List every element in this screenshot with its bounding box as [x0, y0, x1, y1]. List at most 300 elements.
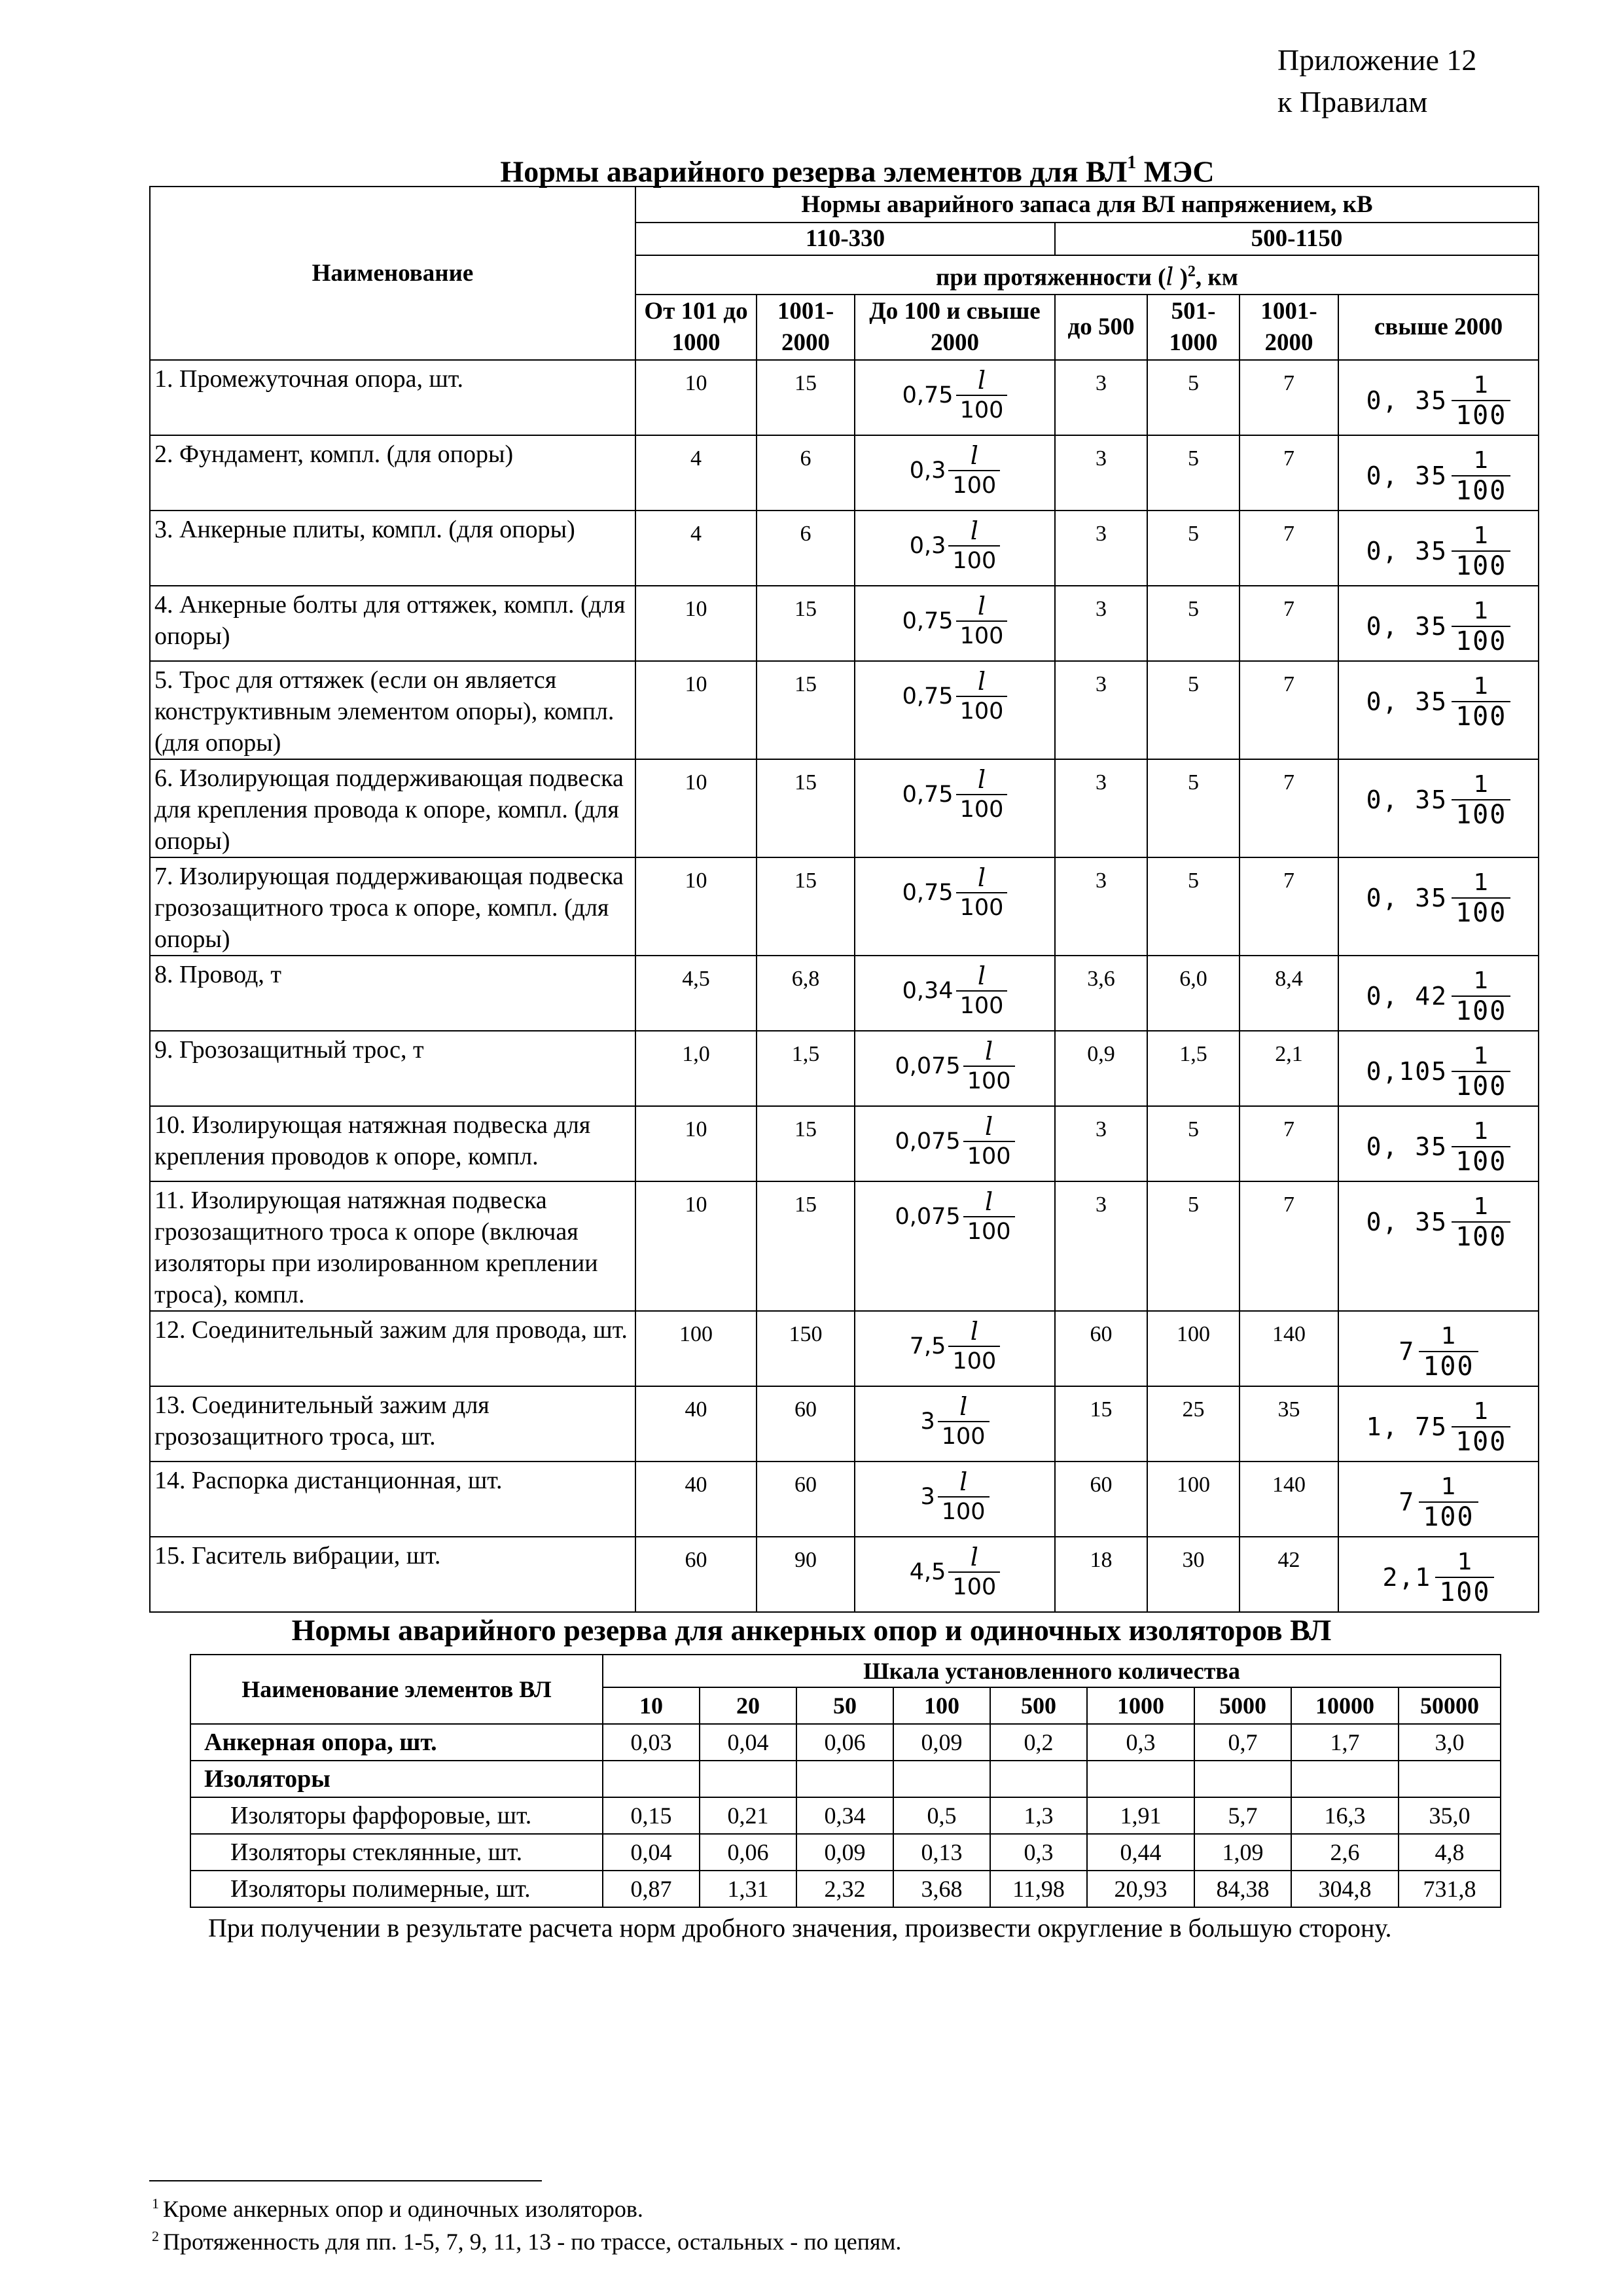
table1-title-text: Нормы аварийного резерва элементов для ВЛ — [500, 154, 1128, 188]
cell-up-to-500: 3,6 — [1055, 956, 1147, 1031]
cell-formula-110-330 — [855, 1106, 1055, 1181]
cell-501-1000: 5 — [1147, 1106, 1240, 1181]
cell-101-1000: 4 — [635, 511, 757, 586]
header-col-2: 1001-2000 — [757, 295, 855, 360]
fraction-denominator: 100 — [938, 1421, 990, 1451]
formula — [1366, 1193, 1511, 1251]
table2-row-label: Изоляторы фарфоровые, шт. — [190, 1797, 603, 1834]
cell-formula-500-1150 — [1338, 435, 1539, 511]
table2-row-label: Изоляторы полимерные, шт. — [190, 1871, 603, 1907]
fraction-denominator: 100 — [956, 696, 1008, 726]
row-name: 7. Изолирующая поддерживающая подвеска грозозащитного троса к опоре, компл. (для опоры) — [150, 857, 635, 956]
cell-formula-110-330 — [855, 661, 1055, 759]
table-row — [190, 1761, 1501, 1797]
header-length-unit: , км — [1195, 264, 1238, 291]
fraction-denominator: 100 — [1452, 1146, 1510, 1176]
table2-cell: 0,04 — [700, 1724, 796, 1761]
cell-1001-2000-b: 140 — [1240, 1311, 1338, 1386]
formula-coefficient: 7,5 — [909, 1333, 946, 1359]
cell-501-1000: 5 — [1147, 661, 1240, 759]
cell-up-to-500: 3 — [1055, 857, 1147, 956]
cell-formula-110-330 — [855, 1311, 1055, 1386]
table2-cell: 0,3 — [990, 1834, 1087, 1871]
formula — [895, 1187, 1014, 1246]
formula-coefficient: 0,75 — [902, 880, 954, 906]
fraction — [1452, 371, 1510, 430]
cell-1001-2000-b: 140 — [1240, 1462, 1338, 1537]
formula — [910, 516, 1000, 575]
formula-coefficient: 3 — [920, 1408, 935, 1435]
table-row — [150, 586, 1539, 661]
table2-cell: 1,91 — [1087, 1797, 1194, 1834]
table1-title — [46, 147, 1623, 190]
cell-up-to-500: 0,9 — [1055, 1031, 1147, 1106]
fraction — [1452, 1117, 1510, 1176]
table2-cell: 1,31 — [700, 1871, 796, 1907]
row-name: 10. Изолирующая натяжная подвеска для крепления проводов к опоре, компл. — [150, 1106, 635, 1181]
table2-cell: 11,98 — [990, 1871, 1087, 1907]
table2-cell — [893, 1761, 990, 1797]
fraction-denominator: 100 — [956, 990, 1008, 1020]
fraction — [1452, 1042, 1510, 1101]
cell-1001-2000: 90 — [757, 1537, 855, 1612]
table2-cell: 20,93 — [1087, 1871, 1194, 1907]
cell-1001-2000: 15 — [757, 360, 855, 435]
table-row — [150, 1386, 1539, 1462]
cell-1001-2000-b: 7 — [1240, 857, 1338, 956]
header-name: Наименование — [150, 187, 635, 360]
fraction-denominator: 100 — [1452, 550, 1510, 581]
row-name: 2. Фундамент, компл. (для опоры) — [150, 435, 635, 511]
header-voltage-110-330: 110-330 — [635, 223, 1055, 255]
cell-501-1000: 30 — [1147, 1537, 1240, 1612]
formula-coefficient: 1, 75 — [1366, 1412, 1448, 1441]
cell-up-to-500: 3 — [1055, 661, 1147, 759]
formula-coefficient: 0,075 — [895, 1204, 961, 1230]
row-name: 14. Распорка дистанционная, шт. — [150, 1462, 635, 1537]
fraction-denominator: 100 — [948, 470, 1000, 500]
fraction — [938, 1392, 990, 1451]
table1-title-footnote-mark: 1 — [1127, 152, 1137, 173]
fraction-denominator: 100 — [1419, 1501, 1478, 1532]
footnote-1 — [152, 2188, 643, 2225]
cell-1001-2000-b: 7 — [1240, 435, 1338, 511]
table2-title: Нормы аварийного резерва для анкерных опор и одиночных изоляторов ВЛ — [291, 1613, 1332, 1647]
fraction-numerator: l — [970, 1543, 978, 1571]
table-row — [190, 1797, 1501, 1834]
table2-scale-0: 10 — [603, 1687, 700, 1724]
formula — [920, 1392, 989, 1451]
table2-cell: 0,7 — [1194, 1724, 1291, 1761]
cell-501-1000: 25 — [1147, 1386, 1240, 1462]
table-row — [150, 759, 1539, 857]
formula-coefficient: 0, 35 — [1366, 785, 1448, 814]
formula-coefficient: 0,34 — [902, 978, 954, 1004]
formula — [910, 1543, 1000, 1602]
fraction — [956, 765, 1008, 824]
row-name: 9. Грозозащитный трос, т — [150, 1031, 635, 1106]
header-col-3: До 100 и свыше 2000 — [855, 295, 1055, 360]
formula-coefficient: 0, 35 — [1366, 537, 1448, 565]
cell-501-1000: 5 — [1147, 435, 1240, 511]
cell-101-1000: 10 — [635, 661, 757, 759]
fraction — [948, 441, 1000, 500]
table-row — [150, 1031, 1539, 1106]
table2-cell — [1087, 1761, 1194, 1797]
row-name: 3. Анкерные плиты, компл. (для опоры) — [150, 511, 635, 586]
cell-formula-500-1150 — [1338, 661, 1539, 759]
cell-formula-500-1150 — [1338, 1031, 1539, 1106]
formula-coefficient: 0,75 — [902, 781, 954, 808]
appendix-line-1: Приложение 12 — [1277, 43, 1477, 77]
fraction — [963, 1037, 1015, 1096]
table2-scale-3: 100 — [893, 1687, 990, 1724]
table2-cell — [1399, 1761, 1501, 1797]
formula-coefficient: 0,105 — [1366, 1057, 1448, 1086]
formula — [1366, 967, 1511, 1026]
cell-101-1000: 60 — [635, 1537, 757, 1612]
anchor-insulator-body — [190, 1724, 1501, 1907]
cell-1001-2000: 1,5 — [757, 1031, 855, 1106]
fraction — [1452, 597, 1510, 656]
header-col-7: свыше 2000 — [1338, 295, 1539, 360]
cell-501-1000: 5 — [1147, 1181, 1240, 1311]
row-name: 13. Соединительный зажим для грозозащитного троса, шт. — [150, 1386, 635, 1462]
formula-coefficient: 7 — [1399, 1488, 1416, 1516]
appendix-line-2: к Правилам — [1277, 85, 1428, 118]
cell-formula-500-1150 — [1338, 586, 1539, 661]
formula — [1366, 1397, 1511, 1456]
formula — [1366, 869, 1511, 927]
footnote-1-text: Кроме анкерных опор и одиночных изоляторов. — [163, 2196, 643, 2222]
formula — [1366, 1117, 1511, 1176]
fraction-numerator: l — [985, 1037, 993, 1066]
formula-coefficient: 0,3 — [909, 533, 946, 559]
table2-cell: 0,2 — [990, 1724, 1087, 1761]
fraction — [963, 1187, 1015, 1246]
formula — [910, 1317, 1000, 1376]
header-voltage-500-1150: 500-1150 — [1055, 223, 1539, 255]
cell-501-1000: 5 — [1147, 857, 1240, 956]
cell-501-1000: 5 — [1147, 759, 1240, 857]
table2-scale-4: 500 — [990, 1687, 1087, 1724]
cell-101-1000: 40 — [635, 1462, 757, 1537]
table-row — [150, 1106, 1539, 1181]
table-row — [150, 360, 1539, 435]
cell-formula-500-1150 — [1338, 1462, 1539, 1537]
table2-cell: 0,34 — [796, 1797, 893, 1834]
cell-1001-2000: 150 — [757, 1311, 855, 1386]
cell-101-1000: 10 — [635, 1181, 757, 1311]
fraction-denominator: 100 — [948, 1571, 1000, 1602]
cell-formula-500-1150 — [1338, 759, 1539, 857]
fraction — [1452, 770, 1510, 829]
table2-cell: 3,0 — [1399, 1724, 1501, 1761]
formula — [1399, 1322, 1478, 1381]
fraction-numerator: l — [985, 1112, 993, 1141]
cell-1001-2000-b: 7 — [1240, 360, 1338, 435]
cell-1001-2000-b: 35 — [1240, 1386, 1338, 1462]
cell-1001-2000: 15 — [757, 661, 855, 759]
table2-header-name: Наименование элементов ВЛ — [190, 1655, 603, 1724]
table2-cell: 0,5 — [893, 1797, 990, 1834]
fraction — [963, 1112, 1015, 1171]
cell-formula-110-330 — [855, 586, 1055, 661]
footnote-2-text: Протяженность для пп. 1-5, 7, 9, 11, 13 - по трассе, остальных - по цепям. — [163, 2229, 902, 2255]
table2-scale-2: 50 — [796, 1687, 893, 1724]
formula — [1366, 522, 1511, 581]
fraction-denominator: 100 — [1452, 475, 1510, 505]
table-row — [150, 661, 1539, 759]
fraction-numerator: 1 — [1457, 1549, 1472, 1575]
fraction-denominator: 100 — [1452, 1071, 1510, 1101]
formula — [1366, 770, 1511, 829]
cell-formula-500-1150 — [1338, 1311, 1539, 1386]
formula — [1399, 1473, 1478, 1532]
table2-cell: 4,8 — [1399, 1834, 1501, 1871]
cell-formula-110-330 — [855, 1462, 1055, 1537]
cell-1001-2000: 15 — [757, 1106, 855, 1181]
formula — [895, 1112, 1014, 1171]
fraction — [1452, 1397, 1510, 1456]
fraction — [1419, 1322, 1478, 1381]
table2-cell — [1194, 1761, 1291, 1797]
cell-formula-110-330 — [855, 956, 1055, 1031]
table-row — [150, 857, 1539, 956]
cell-1001-2000-b: 8,4 — [1240, 956, 1338, 1031]
formula — [1366, 672, 1511, 731]
fraction-numerator: 1 — [1473, 1193, 1489, 1220]
cell-formula-110-330 — [855, 435, 1055, 511]
formula-coefficient: 0, 35 — [1366, 1208, 1448, 1236]
cell-1001-2000-b: 42 — [1240, 1537, 1338, 1612]
table2-cell — [603, 1761, 700, 1797]
cell-formula-110-330 — [855, 759, 1055, 857]
table2-cell: 304,8 — [1291, 1871, 1399, 1907]
formula-coefficient: 0, 42 — [1366, 982, 1448, 1011]
table2-scale-6: 5000 — [1194, 1687, 1291, 1724]
fraction-denominator: 100 — [948, 545, 1000, 575]
row-name: 1. Промежуточная опора, шт. — [150, 360, 635, 435]
fraction-numerator: l — [977, 667, 986, 696]
table-row — [150, 956, 1539, 1031]
cell-up-to-500: 3 — [1055, 1106, 1147, 1181]
cell-1001-2000: 15 — [757, 857, 855, 956]
formula-coefficient: 3 — [920, 1484, 935, 1510]
fraction — [1452, 672, 1510, 731]
cell-1001-2000-b: 7 — [1240, 759, 1338, 857]
fraction-denominator: 100 — [963, 1216, 1015, 1246]
fraction — [956, 366, 1008, 425]
table2-cell: 3,68 — [893, 1871, 990, 1907]
table2-cell: 0,09 — [796, 1834, 893, 1871]
cell-formula-500-1150 — [1338, 857, 1539, 956]
cell-101-1000: 10 — [635, 360, 757, 435]
formula — [920, 1467, 989, 1526]
cell-formula-110-330 — [855, 1537, 1055, 1612]
fraction-numerator: l — [977, 961, 986, 990]
cell-101-1000: 10 — [635, 1106, 757, 1181]
fraction-numerator: l — [977, 592, 986, 620]
cell-101-1000: 4,5 — [635, 956, 757, 1031]
fraction — [1452, 869, 1510, 927]
footnote-separator — [149, 2180, 542, 2181]
table-row — [150, 1537, 1539, 1612]
fraction — [1452, 446, 1510, 505]
cell-formula-110-330 — [855, 1386, 1055, 1462]
fraction-numerator: l — [970, 1317, 978, 1346]
header-length-footnote-mark: 2 — [1187, 263, 1196, 281]
cell-up-to-500: 15 — [1055, 1386, 1147, 1462]
row-name: 12. Соединительный зажим для провода, шт. — [150, 1311, 635, 1386]
table2-cell — [700, 1761, 796, 1797]
table2-cell: 0,13 — [893, 1834, 990, 1871]
formula — [1366, 597, 1511, 656]
table2-cell: 0,3 — [1087, 1724, 1194, 1761]
cell-formula-110-330 — [855, 857, 1055, 956]
fraction-denominator: 100 — [1452, 626, 1510, 656]
cell-up-to-500: 3 — [1055, 360, 1147, 435]
cell-501-1000: 100 — [1147, 1311, 1240, 1386]
formula-coefficient: 0, 35 — [1366, 612, 1448, 641]
formula — [902, 366, 1008, 425]
row-name: 5. Трос для оттяжек (если он является конструктивным элементом опоры), компл. (для опоры) — [150, 661, 635, 759]
fraction-denominator: 100 — [948, 1346, 1000, 1376]
cell-1001-2000-b: 2,1 — [1240, 1031, 1338, 1106]
table-row — [150, 1181, 1539, 1311]
fraction-numerator: 1 — [1473, 1043, 1489, 1069]
table2-cell — [796, 1761, 893, 1797]
fraction-denominator: 100 — [1419, 1351, 1478, 1381]
table2-cell: 0,03 — [603, 1724, 700, 1761]
table2-cell: 1,09 — [1194, 1834, 1291, 1871]
table2-scale-5: 1000 — [1087, 1687, 1194, 1724]
header-col-4: до 500 — [1055, 295, 1147, 360]
cell-formula-110-330 — [855, 1031, 1055, 1106]
cell-1001-2000-b: 7 — [1240, 586, 1338, 661]
cell-101-1000: 10 — [635, 759, 757, 857]
header-col-5: 501-1000 — [1147, 295, 1240, 360]
fraction-denominator: 100 — [1452, 701, 1510, 731]
fraction — [1452, 522, 1510, 581]
reserve-norms-table — [149, 186, 1539, 1613]
fraction-numerator: l — [959, 1392, 968, 1421]
header-col-6: 1001-2000 — [1240, 295, 1338, 360]
cell-up-to-500: 3 — [1055, 1181, 1147, 1311]
fraction-numerator: 1 — [1440, 1473, 1456, 1500]
table-row — [150, 1462, 1539, 1537]
fraction — [956, 863, 1008, 922]
fraction-denominator: 100 — [1452, 1426, 1510, 1456]
row-name: 15. Гаситель вибрации, шт. — [150, 1537, 635, 1612]
fraction — [1419, 1473, 1478, 1532]
cell-1001-2000-b: 7 — [1240, 1106, 1338, 1181]
cell-formula-500-1150 — [1338, 1537, 1539, 1612]
cell-up-to-500: 60 — [1055, 1311, 1147, 1386]
cell-1001-2000: 6 — [757, 511, 855, 586]
fraction-denominator: 100 — [1452, 400, 1510, 430]
cell-formula-500-1150 — [1338, 956, 1539, 1031]
table2-header-scale: Шкала установленного количества — [603, 1655, 1501, 1687]
table2-cell: 0,44 — [1087, 1834, 1194, 1871]
header-norms: Нормы аварийного запаса для ВЛ напряжением, кВ — [635, 187, 1539, 223]
reserve-norms-body — [150, 360, 1539, 1612]
table2-cell: 1,7 — [1291, 1724, 1399, 1761]
fraction-numerator: l — [977, 765, 986, 794]
fraction — [1452, 1193, 1510, 1251]
formula — [902, 961, 1008, 1020]
formula-coefficient: 0,75 — [902, 608, 954, 634]
formula-coefficient: 0, 35 — [1366, 884, 1448, 912]
fraction — [938, 1467, 990, 1526]
table2-cell: 2,6 — [1291, 1834, 1399, 1871]
table2-cell: 0,87 — [603, 1871, 700, 1907]
fraction-numerator: 1 — [1473, 673, 1489, 700]
formula-coefficient: 0, 35 — [1366, 386, 1448, 415]
table-row — [150, 435, 1539, 511]
formula — [1366, 371, 1511, 430]
fraction — [948, 1317, 1000, 1376]
formula — [1366, 446, 1511, 505]
fraction-numerator: l — [977, 863, 986, 892]
cell-501-1000: 1,5 — [1147, 1031, 1240, 1106]
fraction — [1435, 1548, 1494, 1607]
fraction-numerator: 1 — [1473, 771, 1489, 798]
fraction-denominator: 100 — [1452, 996, 1510, 1026]
cell-formula-110-330 — [855, 511, 1055, 586]
fraction-numerator: 1 — [1473, 1118, 1489, 1145]
cell-up-to-500: 18 — [1055, 1537, 1147, 1612]
cell-formula-500-1150 — [1338, 360, 1539, 435]
table2-cell: 0,15 — [603, 1797, 700, 1834]
table2-scale-1: 20 — [700, 1687, 796, 1724]
fraction-numerator: l — [970, 441, 978, 470]
row-name: 6. Изолирующая поддерживающая подвеска для крепления провода к опоре, компл. (для опоры) — [150, 759, 635, 857]
table2-row-label: Анкерная опора, шт. — [190, 1724, 603, 1761]
fraction-denominator: 100 — [938, 1496, 990, 1526]
formula — [902, 592, 1008, 651]
cell-up-to-500: 3 — [1055, 759, 1147, 857]
footnote-1-mark: 1 — [152, 2195, 159, 2212]
header-col-1: От 101 до 1000 — [635, 295, 757, 360]
table1-title-suffix: МЭС — [1136, 154, 1215, 188]
footnote-2 — [152, 2221, 901, 2257]
fraction-numerator: 1 — [1473, 522, 1489, 549]
formula-coefficient: 0, 35 — [1366, 1132, 1448, 1161]
table2-cell: 2,32 — [796, 1871, 893, 1907]
fraction-numerator: 1 — [1473, 372, 1489, 399]
formula-coefficient: 2,1 — [1382, 1563, 1432, 1592]
cell-formula-500-1150 — [1338, 1386, 1539, 1462]
cell-1001-2000: 15 — [757, 1181, 855, 1311]
rounding-note: При получении в результате расчета норм дробного значения, произвести округление в большую сторону. — [208, 1913, 1392, 1943]
table-row — [150, 511, 1539, 586]
fraction — [1452, 967, 1510, 1026]
cell-1001-2000-b: 7 — [1240, 1181, 1338, 1311]
table2-scale-7: 10000 — [1291, 1687, 1399, 1724]
formula-coefficient: 0,075 — [895, 1053, 961, 1079]
cell-501-1000: 5 — [1147, 511, 1240, 586]
cell-formula-110-330 — [855, 1181, 1055, 1311]
cell-up-to-500: 60 — [1055, 1462, 1147, 1537]
formula-coefficient: 0,75 — [902, 683, 954, 709]
row-name: 4. Анкерные болты для оттяжек, компл. (для опоры) — [150, 586, 635, 661]
table2-cell: 731,8 — [1399, 1871, 1501, 1907]
cell-1001-2000-b: 7 — [1240, 661, 1338, 759]
cell-1001-2000-b: 7 — [1240, 511, 1338, 586]
table2-cell: 0,06 — [700, 1834, 796, 1871]
fraction-numerator: 1 — [1473, 1398, 1489, 1425]
